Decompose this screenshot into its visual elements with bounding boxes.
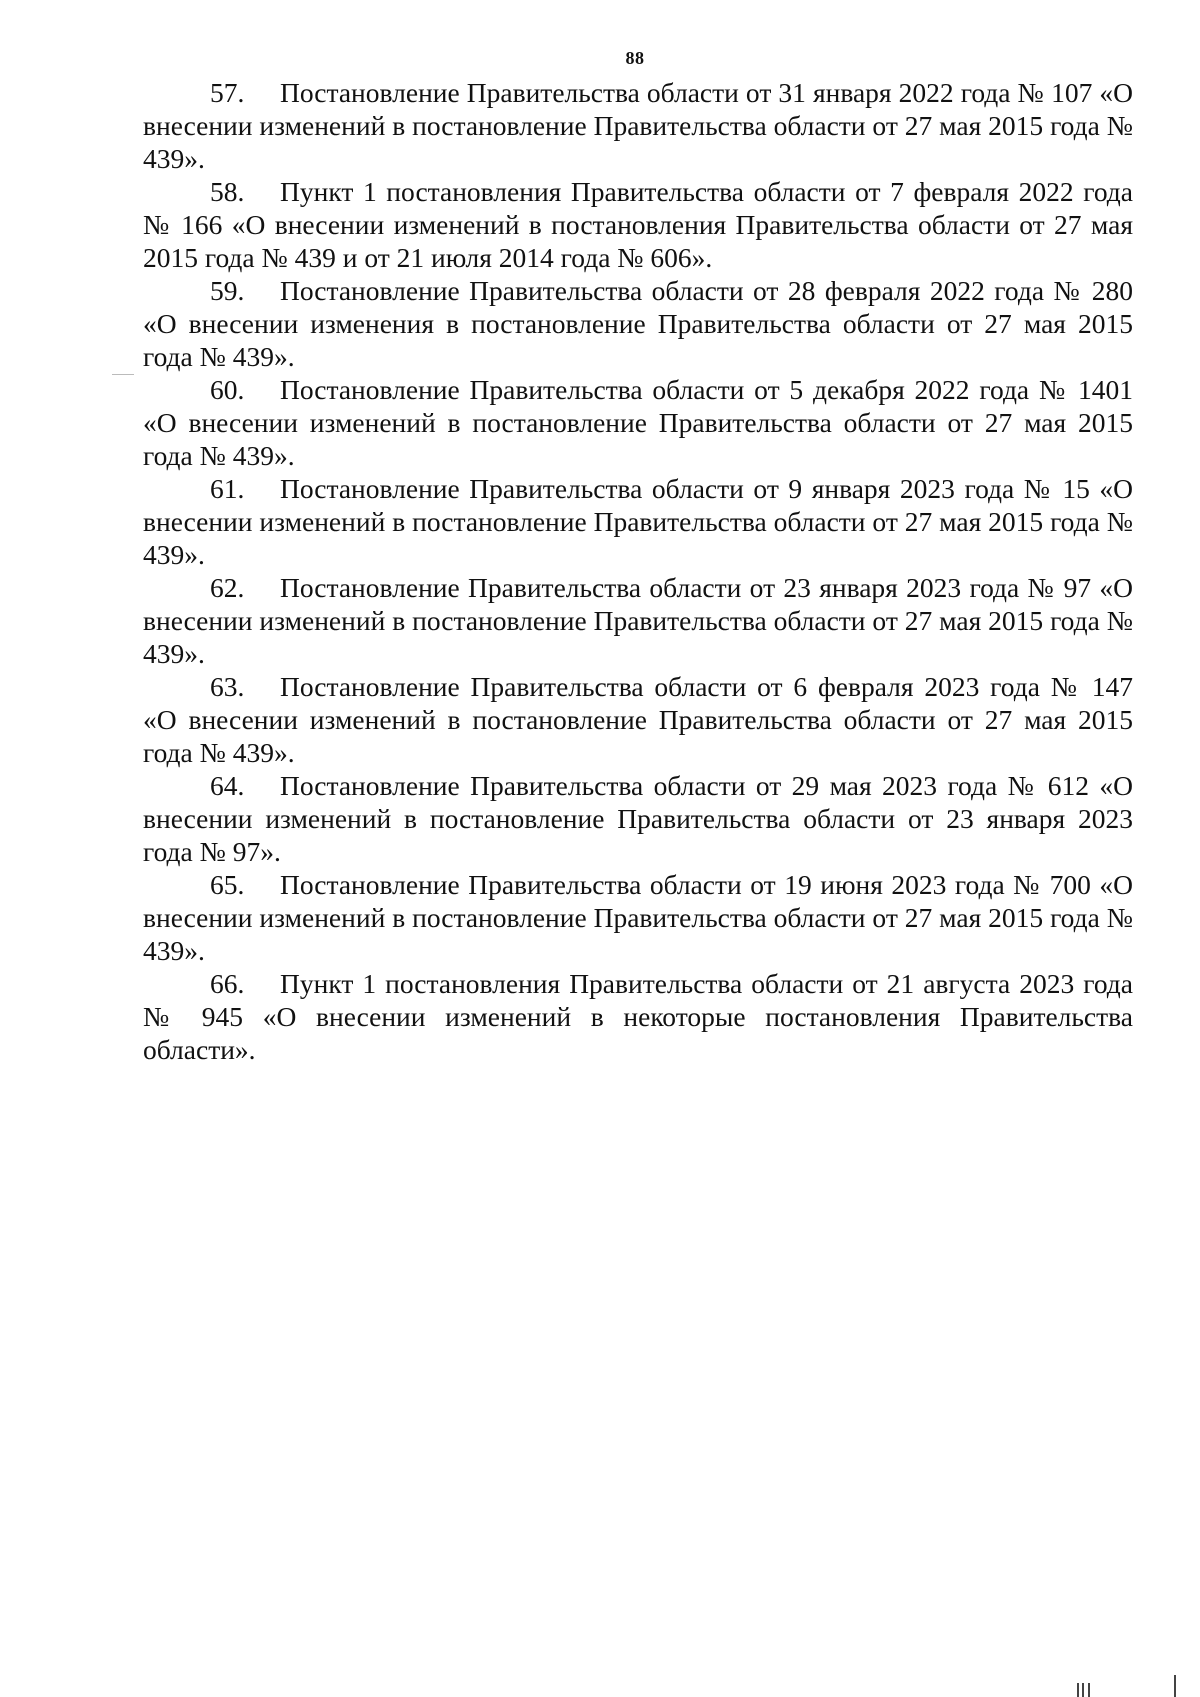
scan-artifact-mark: [1077, 1683, 1079, 1697]
list-item-text: Постановление Правительства области от 6 февраля 2023 года № 147 «О внесении изменений в постановление Правительства области от 27 мая 2015 года № 439».: [143, 671, 1133, 768]
list-item: [143, 175, 1133, 274]
list-item-number: 62.: [210, 572, 245, 603]
list-item-text: Постановление Правительства области от 5 декабря 2022 года № 1401 «О внесении изменений в постановление Правительства области от 27 мая 2015 года № 439».: [143, 374, 1133, 471]
list-item-number: 64.: [210, 770, 245, 801]
list-item: [143, 76, 1133, 175]
list-item-text: Постановление Правительства области от 28 февраля 2022 года № 280 «О внесении изменения в постановление Правительства области от 27 мая 2015 года № 439».: [143, 275, 1133, 372]
list-item-text: Пункт 1 постановления Правительства области от 21 августа 2023 года № 945 «О внесении изменений в некоторые постановления Правительства области».: [143, 968, 1133, 1065]
list-item: [143, 571, 1133, 670]
list-item: [143, 769, 1133, 868]
list-item-text: Пункт 1 постановления Правительства области от 7 февраля 2022 года № 166 «О внесении изменений в постановления Правительства области от 27 мая 2015 года № 439 и от 21 июля 2014 года № 606».: [143, 176, 1133, 273]
scan-artifact-mark: [1082, 1683, 1084, 1697]
list-item-text: Постановление Правительства области от 23 января 2023 года № 97 «О внесении изменений в постановление Правительства области от 27 мая 2015 года № 439».: [143, 572, 1133, 669]
scan-artifact-mark: [1174, 1675, 1176, 1697]
list-item-number: 66.: [210, 968, 245, 999]
list-item: [143, 868, 1133, 967]
list-item: [143, 472, 1133, 571]
list-item-number: 58.: [210, 176, 245, 207]
document-list: [143, 76, 1133, 1066]
scan-artifact-mark: [1088, 1683, 1090, 1697]
list-item-number: 63.: [210, 671, 245, 702]
list-item-number: 57.: [210, 77, 245, 108]
list-item-text: Постановление Правительства области от 31 января 2022 года № 107 «О внесении изменений в постановление Правительства области от 27 мая 2015 года № 439».: [143, 77, 1133, 174]
list-item-number: 61.: [210, 473, 245, 504]
list-item-number: 59.: [210, 275, 245, 306]
list-item-number: 60.: [210, 374, 245, 405]
list-item: [143, 373, 1133, 472]
list-item-text: Постановление Правительства области от 9 января 2023 года № 15 «О внесении изменений в постановление Правительства области от 27 мая 2015 года № 439».: [143, 473, 1133, 570]
list-item: [143, 670, 1133, 769]
list-item-number: 65.: [210, 869, 245, 900]
list-item-text: Постановление Правительства области от 29 мая 2023 года № 612 «О внесении изменений в постановление Правительства области от 23 января 2023 года № 97».: [143, 770, 1133, 867]
list-item-text: Постановление Правительства области от 19 июня 2023 года № 700 «О внесении изменений в постановление Правительства области от 27 мая 2015 года № 439».: [143, 869, 1133, 966]
list-item: [143, 967, 1133, 1066]
list-item: [143, 274, 1133, 373]
scan-artifact-dash: [112, 374, 134, 375]
page-number: 88: [625, 48, 645, 68]
